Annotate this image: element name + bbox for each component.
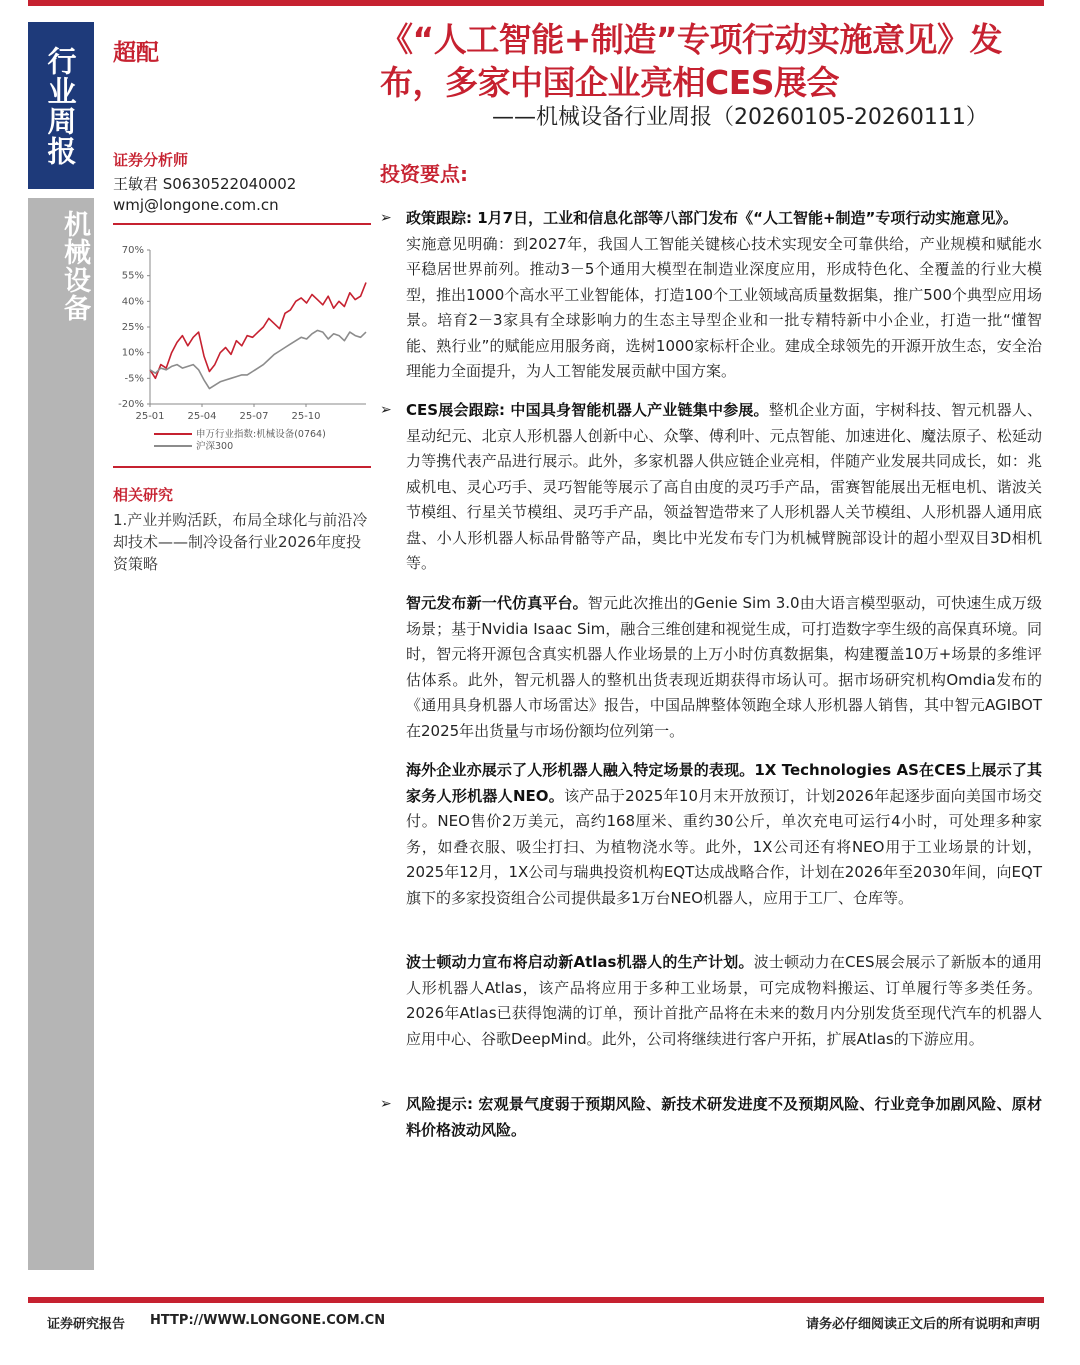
x-tick-label: 25-10 (291, 411, 321, 422)
performance-chart (108, 234, 378, 462)
ces-tracking-section (380, 398, 1042, 577)
section-heading: 政策跟踪: 1月7日，工业和信息化部等八部门发布《“人工智能+制造”专项行动实施意见》。 (406, 209, 1018, 227)
overseas-section (380, 758, 1042, 911)
industry-label: 机械设备 (59, 210, 90, 322)
section-heading: CES展会跟踪: 中国具身智能机器人产业链集中参展。 (406, 401, 769, 419)
risk-section (380, 1092, 1042, 1143)
report-title: 《“人工智能+制造”专项行动实施意见》发布，多家中国企业亮相CES展会 (380, 20, 1003, 102)
policy-tracking-section (380, 206, 1042, 385)
industry-sidebar (28, 198, 94, 1270)
y-tick-label: 10% (121, 347, 144, 359)
related-research-label: 相关研究 (113, 486, 174, 504)
section-body: 整机企业方面，宇树科技、智元机器人、星动纪元、北京人形机器人创新中心、众擎、傅利叶、元点智能、加速进化、魔法原子、松延动力等携代表产品进行展示。此外，多家机器人供应链企业亮相，伴随产业发展共同成长，如：兆威机电、灵心巧手、灵巧智能等展示了高自由度的灵巧手产品，雷赛智能展出无框电机、谐波关节模组、行星关节模组、灵巧手产品，领益智造带来了人形机器人关节模组、人形机器人通用底盘、小人形机器人标品骨骼等产品，奥比中光发布专门为机械臂腕部设计的超小型双目3D相机等。 (406, 401, 1042, 572)
top-rule (28, 0, 1044, 6)
footer-website-link[interactable]: HTTP://WWW.LONGONE.COM.CN (150, 1313, 386, 1328)
x-tick-label: 25-04 (187, 411, 217, 422)
y-tick-label: -5% (124, 373, 144, 385)
section-heading: 海外企业亦展示了人形机器人融入特定场景的表现。1X Technologies AS在CES上展示了其家务人形机器人NEO。 (406, 761, 1042, 805)
section-heading: 智元发布新一代仿真平台。 (406, 594, 588, 612)
boston-dynamics-section (380, 950, 1042, 1052)
analyst-name: 王敏君 S0630522040002 (113, 175, 297, 193)
y-tick-label: 40% (121, 296, 144, 308)
footer-disclaimer: 请务必仔细阅读正文后的所有说明和声明 (805, 1317, 1040, 1332)
highlights-heading: 投资要点: (380, 162, 468, 186)
y-tick-label: 70% (121, 245, 144, 256)
section-heading: 风险提示: 宏观景气度弱于预期风险、新技术研发进度不及预期风险、行业竞争加剧风险、原材料价格波动风险。 (406, 1095, 1042, 1139)
divider (113, 466, 371, 468)
series-line-1 (150, 330, 366, 388)
x-tick-label: 25-01 (135, 411, 165, 422)
legend-label: 申万行业指数:机械设备(0764) (196, 429, 326, 440)
related-research-item[interactable]: 1.产业并购活跃，布局全球化与前沿冷却技术——制冷设备行业2026年度投资策略 (113, 511, 368, 573)
section-body: 波士顿动力在CES展会展示了新版本的通用人形机器人Atlas，该产品将应用于多种工业场景，可完成物料搬运、订单履行等多类任务。2026年Atlas已获得饱满的订单，预计首批产品将在未来的数月内分别发货至现代汽车的机器人应用中心、谷歌DeepMind。此外，公司将继续进行客户开拓，扩展Atlas的下游应用。 (406, 953, 1042, 1048)
agibot-section (380, 591, 1042, 744)
arrow-bullet-icon: ➢ (380, 1096, 392, 1112)
report-category-tab: 行业周报 (28, 22, 94, 189)
analyst-email[interactable]: wmj@longone.com.cn (113, 196, 279, 214)
rating: 超配 (113, 40, 159, 66)
y-tick-label: -20% (118, 399, 144, 410)
y-tick-label: 55% (121, 270, 144, 282)
section-body: 实施意见明确：到2027年，我国人工智能关键核心技术实现安全可靠供给，产业规模和赋能水平稳居世界前列。推动3－5个通用大模型在制造业深度应用，形成特色化、全覆盖的行业大模型，推出1000个高水平工业智能体，打造100个工业领域高质量数据集，推广500个典型应用场景。培育2－3家具有全球影响力的生态主导型企业和一批专精特新中小企业，打造一批“懂智能、熟行业”的赋能应用服务商，选树1000家标杆企业。建成全球领先的开源开放生态，安全治理能力全面提升，为人工智能发展贡献中国方案。 (406, 234, 1042, 380)
y-tick-label: 25% (121, 322, 144, 333)
analyst-label: 证券分析师 (113, 151, 189, 169)
section-body: 该产品于2025年10月末开放预订，计划2026年起逐步面向美国市场交付。NEO售价2万美元，高约168厘米、重约30公斤，单次充电可运行4小时，可处理多种家务，如叠衣服、吸尘打扫、为植物浇水等。此外，1X公司还有将NEO用于工业场景的计划，2025年12月，1X公司与瑞典投资机构EQT达成战略合作，计划在2026年至2030年间，向EQT旗下的多家投资组合公司提供最多1万台NEO机器人，应用于工厂、仓库等。 (406, 786, 1042, 907)
divider (113, 223, 371, 225)
report-subtitle: ——机械设备行业周报（20260105-20260111） (492, 105, 988, 130)
section-heading: 波士顿动力宣布将启动新Atlas机器人的生产计划。 (406, 953, 754, 971)
x-tick-label: 25-07 (239, 411, 269, 422)
series-line-0 (150, 283, 366, 379)
bottom-rule (28, 1297, 1044, 1303)
section-body: 智元此次推出的Genie Sim 3.0由大语言模型驱动，可快速生成万级场景；基于Nvidia Isaac Sim，融合三维创建和视觉生成，可打造数字孪生级的高保真环境。同时，智元将开源包含真实机器人作业场景的上万小时仿真数据集，构建覆盖10万+场景的多维评估体系。此外，智元机器人的整机出货表现近期获得市场认可。据市场研究机构Omdia发布的《通用具身机器人市场雷达》报告，中国品牌整体领跑全球人形机器人销售，其中智元AGIBOT在2025年出货量与市场份额均位列第一。 (406, 594, 1042, 740)
legend-label: 沪深300 (196, 441, 234, 452)
arrow-bullet-icon: ➢ (380, 402, 392, 418)
footer-report-type: 证券研究报告 (47, 1317, 126, 1332)
arrow-bullet-icon: ➢ (380, 210, 392, 226)
